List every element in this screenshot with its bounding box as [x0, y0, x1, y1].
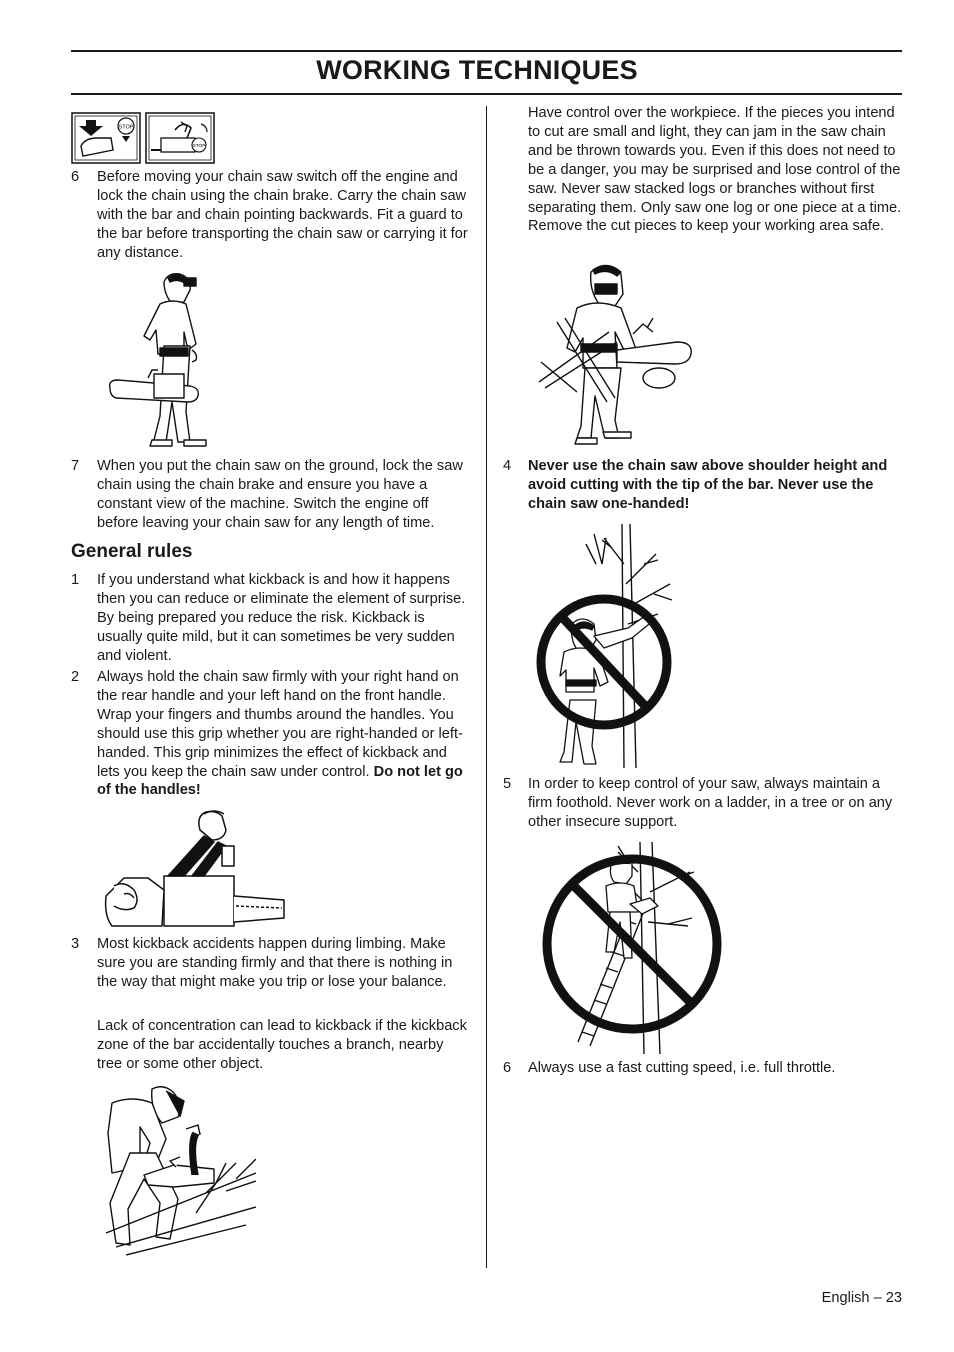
item-text: If you understand what kickback is and how it happens then you can reduce or eliminate the element of surprise. By being prepared you reduce the risk. Kickback is usually quite mild, but it can sometimes be very sudden and violent.	[97, 572, 466, 664]
page-footer: English – 23	[821, 1290, 902, 1306]
no-above-shoulder-figure	[534, 524, 688, 768]
item-text-continued: Lack of concentration can lead to kickback if the kickback zone of the bar accidentally touches a branch, nearby tree or some other object.	[97, 1018, 467, 1072]
sawing-sawbuck-figure	[537, 262, 693, 452]
brake-stop-icons	[71, 112, 215, 164]
item-number: 6	[503, 1060, 512, 1076]
svg-text:STOP: STOP	[192, 144, 206, 149]
chain-brake-stop-icon	[72, 113, 140, 163]
item-text: Always use a fast cutting speed, i.e. full throttle.	[528, 1060, 836, 1076]
item-text: Before moving your chain saw switch off the engine and lock the chain using the chain brake. Carry the chain saw with the bar and chain pointing backwards. Fit a guard to the bar before transporting the chain saw or carrying it for any distance.	[97, 169, 468, 261]
no-ladder-figure	[538, 842, 728, 1054]
item-text-regular: Always hold the chain saw firmly with your right hand on the rear handle and your left hand on the front handle. Wrap your fingers and thumbs around the handles. You should use this grip whether you are right-handed or left-handed. This grip minimizes the effect of kickback and lets you keep the chain saw under control.	[97, 669, 463, 780]
item-number: 7	[71, 458, 80, 474]
header-rule-bottom	[71, 93, 902, 95]
item-number: 6	[71, 169, 80, 185]
item-number: 3	[71, 936, 80, 952]
item-text	[97, 668, 472, 800]
item-number: 5	[503, 776, 512, 792]
section-heading: General rules	[71, 541, 193, 562]
carrying-chainsaw-figure	[104, 268, 216, 454]
item-text: Never use the chain saw above shoulder height and avoid cutting with the tip of the bar. Never use the chain saw one-handed!	[528, 458, 888, 512]
item-text: When you put the chain saw on the ground, lock the saw chain using the chain brake and ensure you have a constant view of the machine. Switch the engine off before leaving your chain saw for any length of time.	[97, 458, 463, 531]
item-text: In order to keep control of your saw, always maintain a firm foothold. Never work on a ladder, in a tree or on any other insecure support.	[528, 776, 893, 830]
grip-handles-figure	[104, 806, 286, 930]
page-title: WORKING TECHNIQUES	[316, 55, 638, 85]
item-text-bold: Do not let go of the handles!	[97, 763, 463, 799]
item-text: Most kickback accidents happen during limbing. Make sure you are standing firmly and that there is nothing in the way that might make you trip or lose your balance.	[97, 936, 453, 990]
item-text-continued: Have control over the workpiece. If the pieces you intend to cut are small and light, they can jam in the saw chain and be thrown towards you. Even if this does not need to be a danger, you may be surprised and lose control of the saw. Never saw stacked logs or branches without first separating them. Only saw one log or one piece at a time. Remove the cut pieces to keep your working area safe.	[528, 105, 902, 235]
svg-text:STOP: STOP	[118, 124, 134, 131]
chainsaw-stop-icon	[146, 113, 214, 163]
limbing-figure	[106, 1083, 256, 1257]
item-number: 2	[71, 669, 80, 685]
item-number: 4	[503, 458, 512, 474]
item-number: 1	[71, 572, 80, 588]
column-divider	[486, 106, 487, 1268]
header-rule-top	[71, 50, 902, 52]
